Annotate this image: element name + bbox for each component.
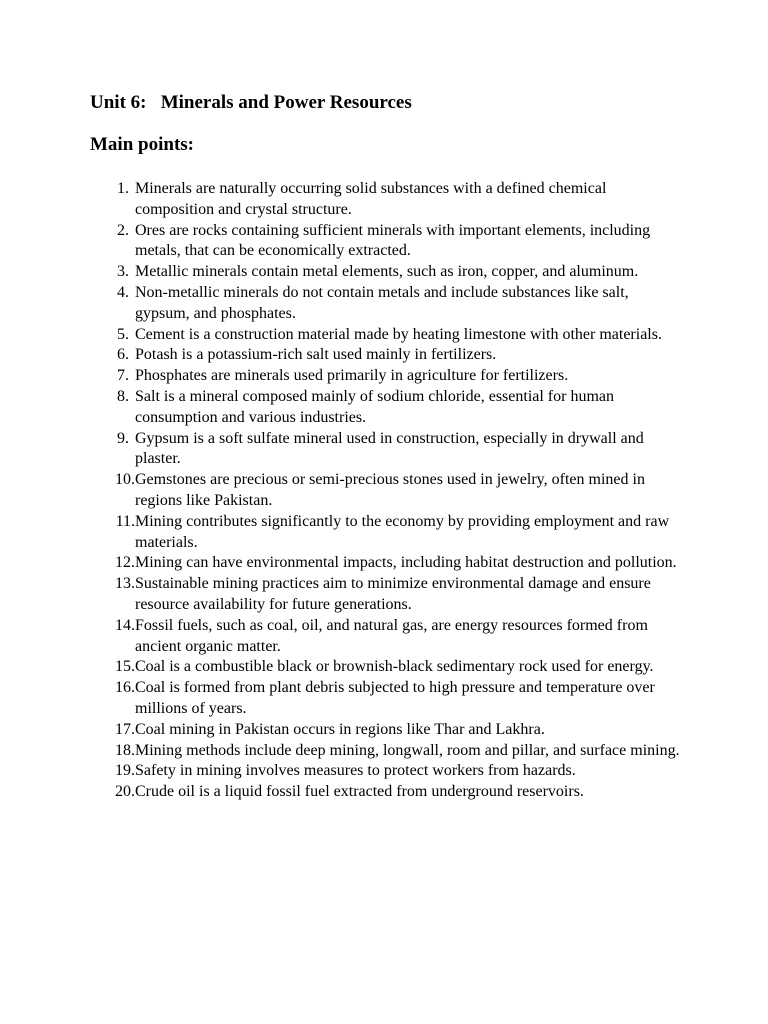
list-item <box>0 429 680 471</box>
list-item-text: Safety in mining involves measures to protect workers from hazards. <box>135 762 576 780</box>
list-item-number: 7. <box>117 367 129 385</box>
list-item <box>0 741 680 762</box>
list-item <box>0 657 680 678</box>
list-item <box>0 574 680 616</box>
list-item-number: 12. <box>115 554 135 572</box>
list-item-text: Non-metallic minerals do not contain metals and include substances like salt, gypsum, and phosphates. <box>135 283 629 322</box>
list-item-number: 15. <box>115 658 135 676</box>
list-item <box>0 553 680 574</box>
list-item <box>0 345 680 366</box>
list-item-text: Mining contributes significantly to the economy by providing employment and raw materials. <box>135 512 670 551</box>
list-item-text: Phosphates are minerals used primarily in agriculture for fertilizers. <box>135 367 569 385</box>
list-item <box>0 616 680 658</box>
list-item-number: 9. <box>117 429 129 447</box>
list-item-text: Coal mining in Pakistan occurs in regions like Thar and Lakhra. <box>135 720 545 738</box>
list-item <box>0 179 680 221</box>
list-item-number: 11. <box>115 512 135 530</box>
list-item-text: Potash is a potassium-rich salt used mainly in fertilizers. <box>135 346 497 364</box>
list-item-text: Gemstones are precious or semi-precious stones used in jewelry, often mined in regions like Pakistan. <box>135 471 645 509</box>
list-item-number: 16. <box>115 679 135 697</box>
list-item-number: 8. <box>117 387 129 405</box>
list-item-number: 14. <box>115 616 135 634</box>
list-item <box>0 512 680 554</box>
list-item-number: 3. <box>117 263 129 281</box>
list-item <box>0 782 680 803</box>
list-item <box>0 366 680 387</box>
list-item-text: Cement is a construction material made by heating limestone with other materials. <box>135 325 662 343</box>
list-item-number: 2. <box>117 221 129 239</box>
list-item <box>0 221 680 263</box>
list-item-number: 17. <box>115 720 135 738</box>
list-item-text: Mining can have environmental impacts, including habitat destruction and pollution. <box>135 554 677 572</box>
list-item-text: Metallic minerals contain metal elements, such as iron, copper, and aluminum. <box>135 263 639 281</box>
list-item-text: Crude oil is a liquid fossil fuel extracted from underground reservoirs. <box>135 783 584 801</box>
section-heading: Main points: <box>90 134 194 155</box>
list-item-number: 19. <box>115 762 135 780</box>
list-item-text: Salt is a mineral composed mainly of sodium chloride, essential for human consumption and various industries. <box>135 387 615 426</box>
unit-title: Unit 6: Minerals and Power Resources <box>90 92 412 113</box>
list-item-text: Ores are rocks containing sufficient minerals with important elements, including metals, that can be economically extracted. <box>135 221 651 260</box>
list-item <box>0 761 680 782</box>
list-item-text: Gypsum is a soft sulfate mineral used in construction, especially in drywall and plaster. <box>135 429 644 468</box>
list-item <box>0 325 680 346</box>
list-item <box>0 387 680 429</box>
list-item-text: Sustainable mining practices aim to minimize environmental damage and ensure resource availability for future generations. <box>135 575 651 613</box>
main-points-list <box>0 179 768 803</box>
list-item-number: 20. <box>115 783 135 801</box>
list-item-text: Coal is a combustible black or brownish-black sedimentary rock used for energy. <box>135 658 654 676</box>
list-item <box>0 283 680 325</box>
list-item-number: 6. <box>117 346 129 364</box>
list-item <box>0 262 680 283</box>
list-item-number: 4. <box>117 283 129 301</box>
list-item-number: 5. <box>117 325 129 343</box>
list-item <box>0 470 680 512</box>
list-item-text: Coal is formed from plant debris subjected to high pressure and temperature over millions of years. <box>135 679 655 717</box>
list-item <box>0 720 680 741</box>
list-item-number: 18. <box>115 741 135 759</box>
list-item-text: Fossil fuels, such as coal, oil, and natural gas, are energy resources formed from ancient organic matter. <box>135 616 648 655</box>
list-item-text: Mining methods include deep mining, longwall, room and pillar, and surface mining. <box>135 741 680 759</box>
list-item-number: 10. <box>115 471 135 489</box>
list-item-number: 1. <box>117 180 129 197</box>
list-item-text: Minerals are naturally occurring solid substances with a defined chemical composition and crystal structure. <box>135 180 607 218</box>
list-item-number: 13. <box>115 575 135 593</box>
list-item <box>0 678 680 720</box>
